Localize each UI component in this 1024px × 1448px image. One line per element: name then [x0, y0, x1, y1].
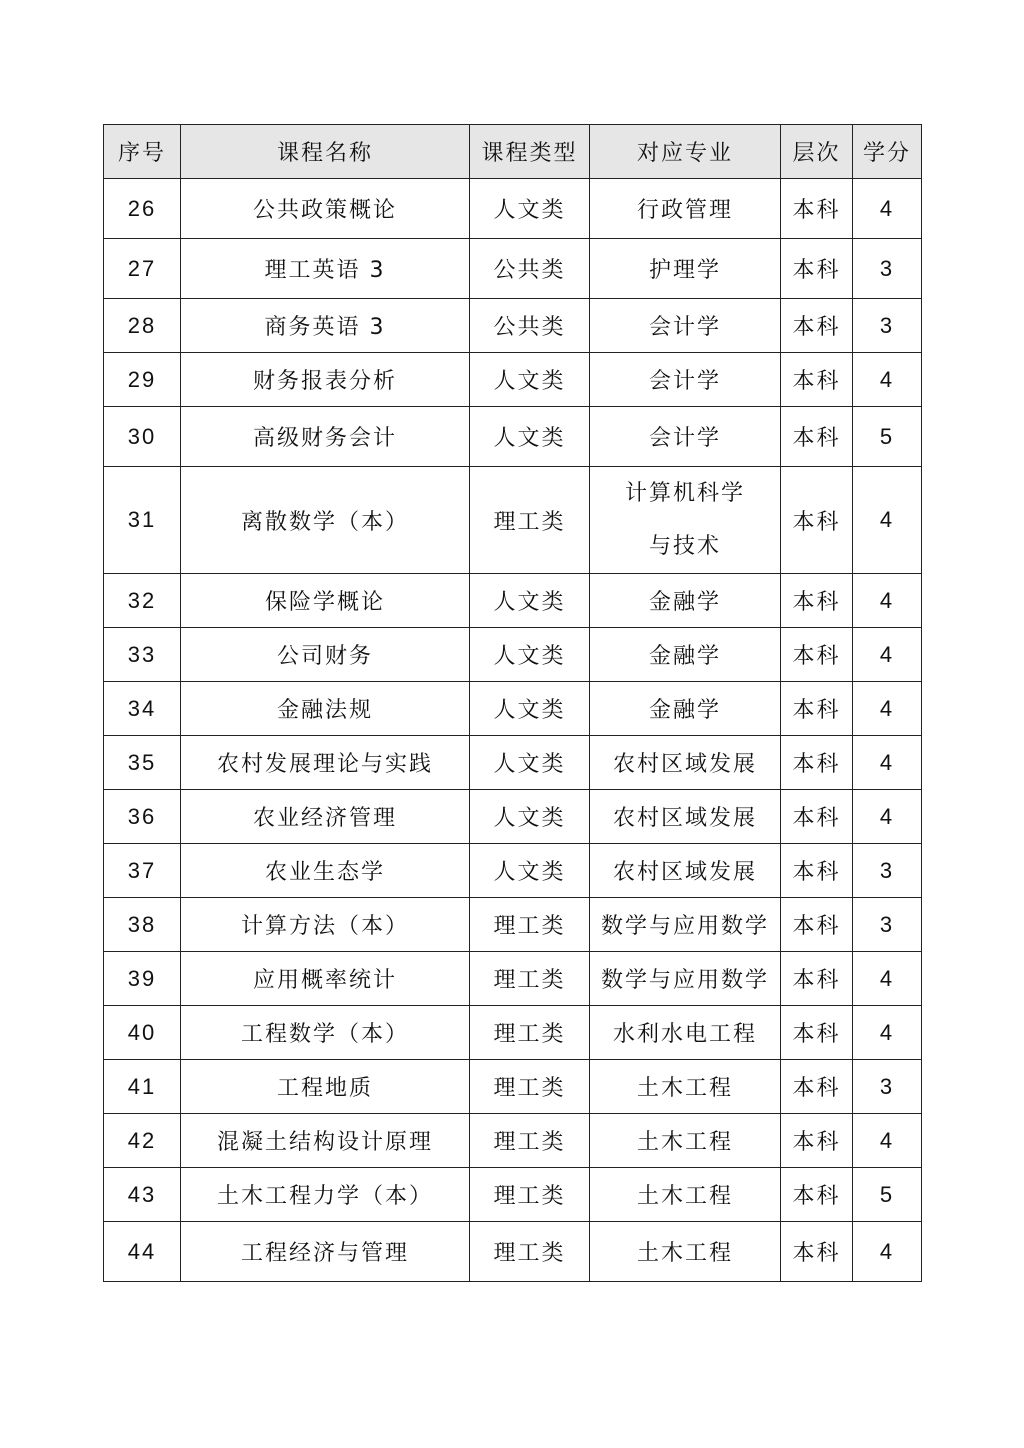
cell-major: 行政管理	[590, 179, 781, 239]
cell-major: 护理学	[590, 239, 781, 299]
cell-no: 35	[104, 736, 181, 790]
cell-course-type: 人文类	[470, 407, 590, 467]
table-row	[104, 844, 922, 898]
table-body	[104, 179, 922, 1282]
cell-level: 本科	[781, 407, 853, 467]
header-row	[104, 125, 922, 179]
table-row	[104, 898, 922, 952]
cell-no: 43	[104, 1168, 181, 1222]
cell-major: 数学与应用数学	[590, 952, 781, 1006]
cell-level: 本科	[781, 239, 853, 299]
cell-no: 31	[104, 467, 181, 574]
cell-course-type: 公共类	[470, 239, 590, 299]
header-course-type: 课程类型	[470, 125, 590, 179]
cell-no: 41	[104, 1060, 181, 1114]
cell-course-type: 理工类	[470, 898, 590, 952]
cell-major: 农村区域发展	[590, 790, 781, 844]
cell-course-name: 理工英语 3	[181, 239, 470, 299]
table-row	[104, 790, 922, 844]
cell-course-name: 农村发展理论与实践	[181, 736, 470, 790]
cell-credit: 4	[853, 467, 922, 574]
cell-level: 本科	[781, 898, 853, 952]
cell-credit: 3	[853, 239, 922, 299]
cell-credit: 3	[853, 844, 922, 898]
table-row	[104, 179, 922, 239]
cell-major: 数学与应用数学	[590, 898, 781, 952]
cell-major: 金融学	[590, 682, 781, 736]
table-row	[104, 1060, 922, 1114]
cell-course-type: 理工类	[470, 952, 590, 1006]
cell-no: 37	[104, 844, 181, 898]
cell-credit: 5	[853, 1168, 922, 1222]
table-row	[104, 952, 922, 1006]
cell-credit: 3	[853, 1060, 922, 1114]
cell-major	[590, 467, 781, 574]
cell-course-type: 理工类	[470, 1168, 590, 1222]
table-row	[104, 628, 922, 682]
cell-no: 29	[104, 353, 181, 407]
cell-course-type: 人文类	[470, 628, 590, 682]
cell-course-name: 土木工程力学（本）	[181, 1168, 470, 1222]
cell-credit: 3	[853, 299, 922, 353]
cell-major: 土木工程	[590, 1060, 781, 1114]
cell-credit: 4	[853, 736, 922, 790]
cell-level: 本科	[781, 179, 853, 239]
cell-major: 会计学	[590, 353, 781, 407]
cell-level: 本科	[781, 682, 853, 736]
cell-course-name: 计算方法（本）	[181, 898, 470, 952]
cell-no: 30	[104, 407, 181, 467]
cell-course-name: 农业经济管理	[181, 790, 470, 844]
cell-major: 金融学	[590, 628, 781, 682]
table-row	[104, 682, 922, 736]
cell-level: 本科	[781, 790, 853, 844]
cell-course-name: 商务英语 3	[181, 299, 470, 353]
cell-major: 会计学	[590, 407, 781, 467]
cell-course-name: 工程数学（本）	[181, 1006, 470, 1060]
cell-course-type: 公共类	[470, 299, 590, 353]
cell-level: 本科	[781, 574, 853, 628]
cell-course-name: 保险学概论	[181, 574, 470, 628]
cell-course-type: 人文类	[470, 844, 590, 898]
cell-major-line-2: 与技术	[648, 534, 721, 559]
cell-credit: 3	[853, 898, 922, 952]
cell-level: 本科	[781, 467, 853, 574]
header-course-name: 课程名称	[181, 125, 470, 179]
table-row	[104, 1222, 922, 1282]
cell-course-name: 农业生态学	[181, 844, 470, 898]
cell-no: 27	[104, 239, 181, 299]
cell-no: 32	[104, 574, 181, 628]
table-row	[104, 1114, 922, 1168]
cell-credit: 4	[853, 790, 922, 844]
cell-course-name: 应用概率统计	[181, 952, 470, 1006]
header-credit: 学分	[853, 125, 922, 179]
cell-level: 本科	[781, 628, 853, 682]
table-row	[104, 574, 922, 628]
cell-level: 本科	[781, 1222, 853, 1282]
cell-course-name: 混凝土结构设计原理	[181, 1114, 470, 1168]
cell-level: 本科	[781, 952, 853, 1006]
table-row	[104, 353, 922, 407]
cell-no: 33	[104, 628, 181, 682]
cell-credit: 4	[853, 952, 922, 1006]
cell-credit: 5	[853, 407, 922, 467]
cell-level: 本科	[781, 1006, 853, 1060]
cell-no: 44	[104, 1222, 181, 1282]
cell-course-type: 人文类	[470, 574, 590, 628]
cell-major: 土木工程	[590, 1222, 781, 1282]
cell-course-name: 金融法规	[181, 682, 470, 736]
cell-level: 本科	[781, 353, 853, 407]
table-row	[104, 467, 922, 574]
course-table	[103, 124, 922, 1282]
cell-major: 水利水电工程	[590, 1006, 781, 1060]
header-no: 序号	[104, 125, 181, 179]
cell-course-type: 人文类	[470, 353, 590, 407]
header-major: 对应专业	[590, 125, 781, 179]
cell-major: 金融学	[590, 574, 781, 628]
header-level: 层次	[781, 125, 853, 179]
cell-course-type: 人文类	[470, 179, 590, 239]
table-row	[104, 239, 922, 299]
cell-no: 40	[104, 1006, 181, 1060]
cell-no: 38	[104, 898, 181, 952]
table-row	[104, 299, 922, 353]
table-row	[104, 407, 922, 467]
cell-no: 34	[104, 682, 181, 736]
cell-credit: 4	[853, 179, 922, 239]
cell-course-name: 离散数学（本）	[181, 467, 470, 574]
cell-major: 土木工程	[590, 1168, 781, 1222]
cell-level: 本科	[781, 299, 853, 353]
cell-course-name: 工程经济与管理	[181, 1222, 470, 1282]
cell-course-type: 理工类	[470, 1060, 590, 1114]
cell-no: 39	[104, 952, 181, 1006]
cell-level: 本科	[781, 844, 853, 898]
table-row	[104, 736, 922, 790]
cell-no: 26	[104, 179, 181, 239]
cell-major-line-1: 计算机科学	[624, 481, 745, 506]
cell-course-type: 人文类	[470, 682, 590, 736]
cell-course-name: 公共政策概论	[181, 179, 470, 239]
cell-credit: 4	[853, 1006, 922, 1060]
cell-course-type: 人文类	[470, 736, 590, 790]
table-header	[104, 125, 922, 179]
cell-no: 42	[104, 1114, 181, 1168]
cell-no: 36	[104, 790, 181, 844]
cell-credit: 4	[853, 574, 922, 628]
cell-course-name: 财务报表分析	[181, 353, 470, 407]
cell-major: 土木工程	[590, 1114, 781, 1168]
cell-level: 本科	[781, 1168, 853, 1222]
cell-level: 本科	[781, 736, 853, 790]
cell-course-name: 工程地质	[181, 1060, 470, 1114]
cell-major: 农村区域发展	[590, 736, 781, 790]
cell-course-type: 理工类	[470, 467, 590, 574]
cell-major: 农村区域发展	[590, 844, 781, 898]
cell-level: 本科	[781, 1114, 853, 1168]
cell-course-type: 理工类	[470, 1006, 590, 1060]
cell-major: 会计学	[590, 299, 781, 353]
cell-no: 28	[104, 299, 181, 353]
cell-credit: 4	[853, 1222, 922, 1282]
table-row	[104, 1006, 922, 1060]
cell-course-type: 人文类	[470, 790, 590, 844]
table-row	[104, 1168, 922, 1222]
cell-level: 本科	[781, 1060, 853, 1114]
cell-credit: 4	[853, 353, 922, 407]
cell-credit: 4	[853, 1114, 922, 1168]
cell-course-name: 高级财务会计	[181, 407, 470, 467]
cell-course-name: 公司财务	[181, 628, 470, 682]
cell-credit: 4	[853, 628, 922, 682]
cell-course-type: 理工类	[470, 1222, 590, 1282]
cell-course-type: 理工类	[470, 1114, 590, 1168]
cell-credit: 4	[853, 682, 922, 736]
